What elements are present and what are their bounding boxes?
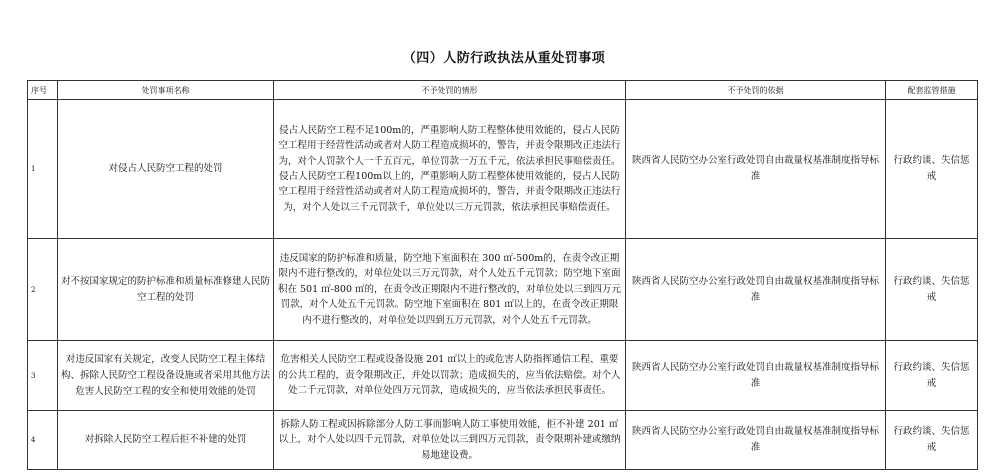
header-basis: 不予处罚的依据 [626,81,886,100]
penalty-case: 违反国家的防护标准和质量，防空地下室面积在 300 ㎡-500m的，在责令改正期限内不进行整改的，对单位处以三万元罚款，对个人处五千元罚款；防空地下室面积在 501 ㎡-800 ㎡的，在责令改正期限内不进行整改的，对单位处以三到四万元罚款，对个人处五千元罚款。防空地下室面积在 801 ㎡以上的，在责令改正期限内不进行整改的，对单位处以四到五万元罚款，对个人处五千元罚款。 [274,239,626,341]
supervision-measure: 行政约谈、失信惩戒 [886,100,978,239]
header-no: 序号 [28,81,58,100]
penalty-item-name: 对拆除人民防空工程后拒不补建的处罚 [58,411,274,470]
table-row [28,100,978,239]
page-title: （四）人防行政执法从重处罚事项 [402,51,606,66]
row-number: 2 [28,239,58,341]
supervision-measure: 行政约谈、失信惩戒 [886,341,978,411]
table-row [28,411,978,470]
penalty-case: 拆除人防工程或因拆除部分人防工事而影响人防工事使用效能，拒不补建 201 ㎡以上，对个人处以四千元罚款，对单位处以三到四万元罚款，责令限期补建或缴纳易地建设费。 [274,411,626,470]
header-case: 不予处罚的情形 [274,81,626,100]
header-measure: 配套监管措施 [886,81,978,100]
penalty-basis: 陕西省人民防空办公室行政处罚自由裁量权基准制度指导标准 [626,239,886,341]
table-header-row [28,81,978,100]
table-row [28,341,978,411]
supervision-measure: 行政约谈、失信惩戒 [886,239,978,341]
row-number: 1 [28,100,58,239]
row-number: 3 [28,341,58,411]
table-row [28,239,978,341]
supervision-measure: 行政约谈、失信惩戒 [886,411,978,470]
penalty-basis: 陕西省人民防空办公室行政处罚自由裁量权基准制度指导标准 [626,100,886,239]
penalty-case: 危害相关人民防空工程或设备设施 201 ㎡以上的或危害人防指挥通信工程、重要的公共工程的，责令限期改正，并处以罚款；造成损失的，应当依法赔偿。对个人处二千元罚款，对单位处四万元罚款，造成损失的，应当依法承担民事责任。 [274,341,626,411]
penalty-basis: 陕西省人民防空办公室行政处罚自由裁量权基准制度指导标准 [626,411,886,470]
penalty-basis: 陕西省人民防空办公室行政处罚自由裁量权基准制度指导标准 [626,341,886,411]
penalty-item-name: 对不按国家规定的防护标准和质量标准修建人民防空工程的处罚 [58,239,274,341]
penalty-table [27,80,978,470]
header-name: 处罚事项名称 [58,81,274,100]
penalty-item-name: 对侵占人民防空工程的处罚 [58,100,274,239]
penalty-case: 侵占人民防空工程不足100m的，严重影响人防工程整体使用效能的，侵占人民防空工程用于经营性活动或者对人防工程造成损坏的，警告，并责令限期改正违法行为，对个人罚款个人一千五百元，单位罚款一万五千元，依法承担民事赔偿责任。侵占人民防空工程100m以上的，严重影响人防工程整体使用效能的，侵占人民防空工程用于经营性活动或者对人防工程造成损坏的，警告，并责令限期改正违法行为，对个人处以三千元罚款千，单位处以三万元罚款，依法承担民事赔偿责任。 [274,100,626,239]
row-number: 4 [28,411,58,470]
penalty-item-name: 对违反国家有关规定，改变人民防空工程主体结构、拆除人民防空工程设备设施或者采用其他方法危害人民防空工程的安全和使用效能的处罚 [58,341,274,411]
